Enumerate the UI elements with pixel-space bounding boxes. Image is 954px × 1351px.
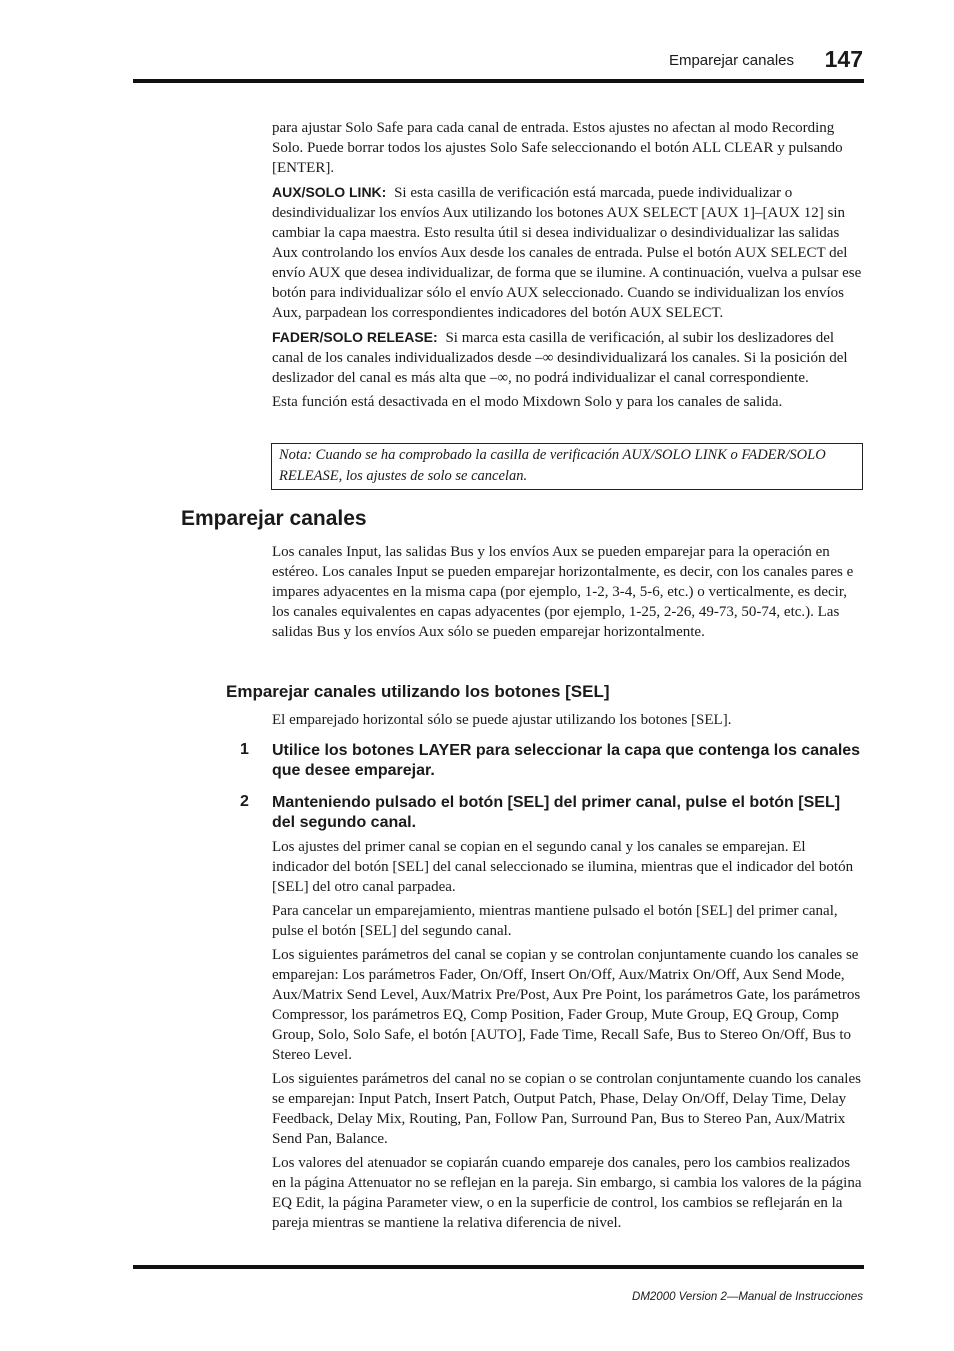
mixdown-solo-paragraph: Esta función está desactivada en el modo Mixdown Solo y para los canales de salida. xyxy=(272,394,783,410)
note-box: Nota: Cuando se ha comprobado la casilla de verificación AUX/SOLO LINK o FADER/SOLO RELEASE, los ajustes de solo se cancelan. xyxy=(271,443,863,490)
fader-solo-release-term: FADER/SOLO RELEASE: xyxy=(272,329,438,345)
paragraph-unlinked-parameters: Los siguientes parámetros del canal no se copian o se controlan conjuntamente cuando los canales se emparejan: Input Patch, Insert Patch, Output Patch, Phase, Delay On/Off, Delay Time, Delay Feedback, Delay Mix, Routing, Pan, Follow Pan, Surround Pan, Bus to Stereo Pan, Aux/Matrix Send Pan, Balance. xyxy=(272,1071,861,1147)
paragraph-pairing-result: Los ajustes del primer canal se copian en el segundo canal y los canales se emparejan. El indicador del botón [SEL] del canal seleccionado se ilumina, mientras que el indicador del botón [SEL] del otro canal parpadea. xyxy=(272,839,854,895)
section-heading: Emparejar canales xyxy=(181,507,367,530)
subsection-heading: Emparejar canales utilizando los botones [SEL] xyxy=(226,682,610,701)
running-header-title: Emparejar canales xyxy=(668,52,794,69)
page-number: 147 xyxy=(824,46,863,72)
pairing-intro-paragraph: Los canales Input, las salidas Bus y los envíos Aux se pueden emparejar para la operación en estéreo. Los canales Input se pueden emparejar horizontalmente, es decir, con los canales pares e impares adyacentes en la misma capa (por ejemplo, 1-2, 3-4, 5-6, etc.) o verticalmente, es decir, los canales equivalentes en capas adyacentes (por ejemplo, 1-25, 2-26, 49-73, 50-74, etc.). Las salidas Bus y los envíos Aux sólo se pueden emparejar horizontalmente. xyxy=(272,544,854,640)
step-text: Utilice los botones LAYER para seleccionar la capa que contenga los canales que desee emparejar. xyxy=(272,742,861,779)
sub-intro xyxy=(272,710,864,734)
pairing-intro xyxy=(272,542,864,646)
footer-rule xyxy=(133,1265,864,1269)
fader-solo-release-paragraph xyxy=(272,327,864,388)
aux-solo-link-paragraph xyxy=(272,182,864,323)
fader-solo-release-text: Si marca esta casilla de verificación, al subir los deslizadores del canal de los canales individualizados desde –∞ desindividualizará los canales. Si la posición del deslizador del canal es más alta que –∞, no podrá individualizar el canal correspondiente. xyxy=(272,330,848,386)
sub-intro-paragraph: El emparejado horizontal sólo se puede ajustar utilizando los botones [SEL]. xyxy=(272,712,732,728)
solo-settings-section xyxy=(272,118,864,416)
step-details xyxy=(272,837,864,1237)
paragraph-cancel-pairing: Para cancelar un emparejamiento, mientras mantiene pulsado el botón [SEL] del primer canal, pulse el botón [SEL] del segundo canal. xyxy=(272,903,838,939)
step-number: 1 xyxy=(240,741,249,758)
step-text: Manteniendo pulsado el botón [SEL] del primer canal, pulse el botón [SEL] del segundo canal. xyxy=(272,794,841,831)
header-rule xyxy=(133,79,864,83)
footer-manual-title: DM2000 Version 2—Manual de Instrucciones xyxy=(632,1291,863,1303)
solo-safe-paragraph: para ajustar Solo Safe para cada canal de entrada. Estos ajustes no afectan al modo Recording Solo. Puede borrar todos los ajustes Solo Safe seleccionando el botón ALL CLEAR y pulsando [ENTER]. xyxy=(272,120,843,176)
aux-solo-link-term: AUX/SOLO LINK: xyxy=(272,184,387,200)
step-number: 2 xyxy=(240,793,249,810)
aux-solo-link-text: Si esta casilla de verificación está marcada, puede individualizar o desindividualizar los envíos Aux utilizando los botones AUX SELECT [AUX 1]–[AUX 12] sin cambiar la capa maestra. Esto resulta útil si desea individualizar o desindividualizar las salidas Aux controlando los envíos Aux desde los canales de entrada. Pulse el botón AUX SELECT del envío AUX que desea individualizar, de forma que se ilumine. A continuación, vuelva a pulsar ese botón para individualizar sólo el envío AUX seleccionado. Cuando se individualizan los envíos Aux, parpadean los correspondientes indicadores del botón AUX SELECT. xyxy=(272,185,862,321)
paragraph-attenuator: Los valores del atenuador se copiarán cuando empareje dos canales, pero los cambios realizados en la página Attenuator no se reflejan en la pareja. Sin embargo, si cambia los valores de la página EQ Edit, la página Parameter view, o en la superficie de control, los cambios se reflejarán en la pareja mientras se mantiene la relativa diferencia de nivel. xyxy=(272,1155,862,1231)
paragraph-linked-parameters: Los siguientes parámetros del canal se copian y se controlan conjuntamente cuando los canales se emparejan: Los parámetros Fader, On/Off, Insert On/Off, Aux/Matrix On/Off, Aux Send Mode, Aux/Matrix Send Level, Aux/Matrix Pre/Post, Aux Pre Point, los parámetros Gate, los parámetros Compressor, los parámetros EQ, Comp Position, Fader Group, Mute Group, EQ Group, Comp Group, Solo, Solo Safe, el botón [AUTO], Fade Time, Recall Safe, Bus to Stereo On/Off, Bus to Stereo Level. xyxy=(272,947,861,1063)
